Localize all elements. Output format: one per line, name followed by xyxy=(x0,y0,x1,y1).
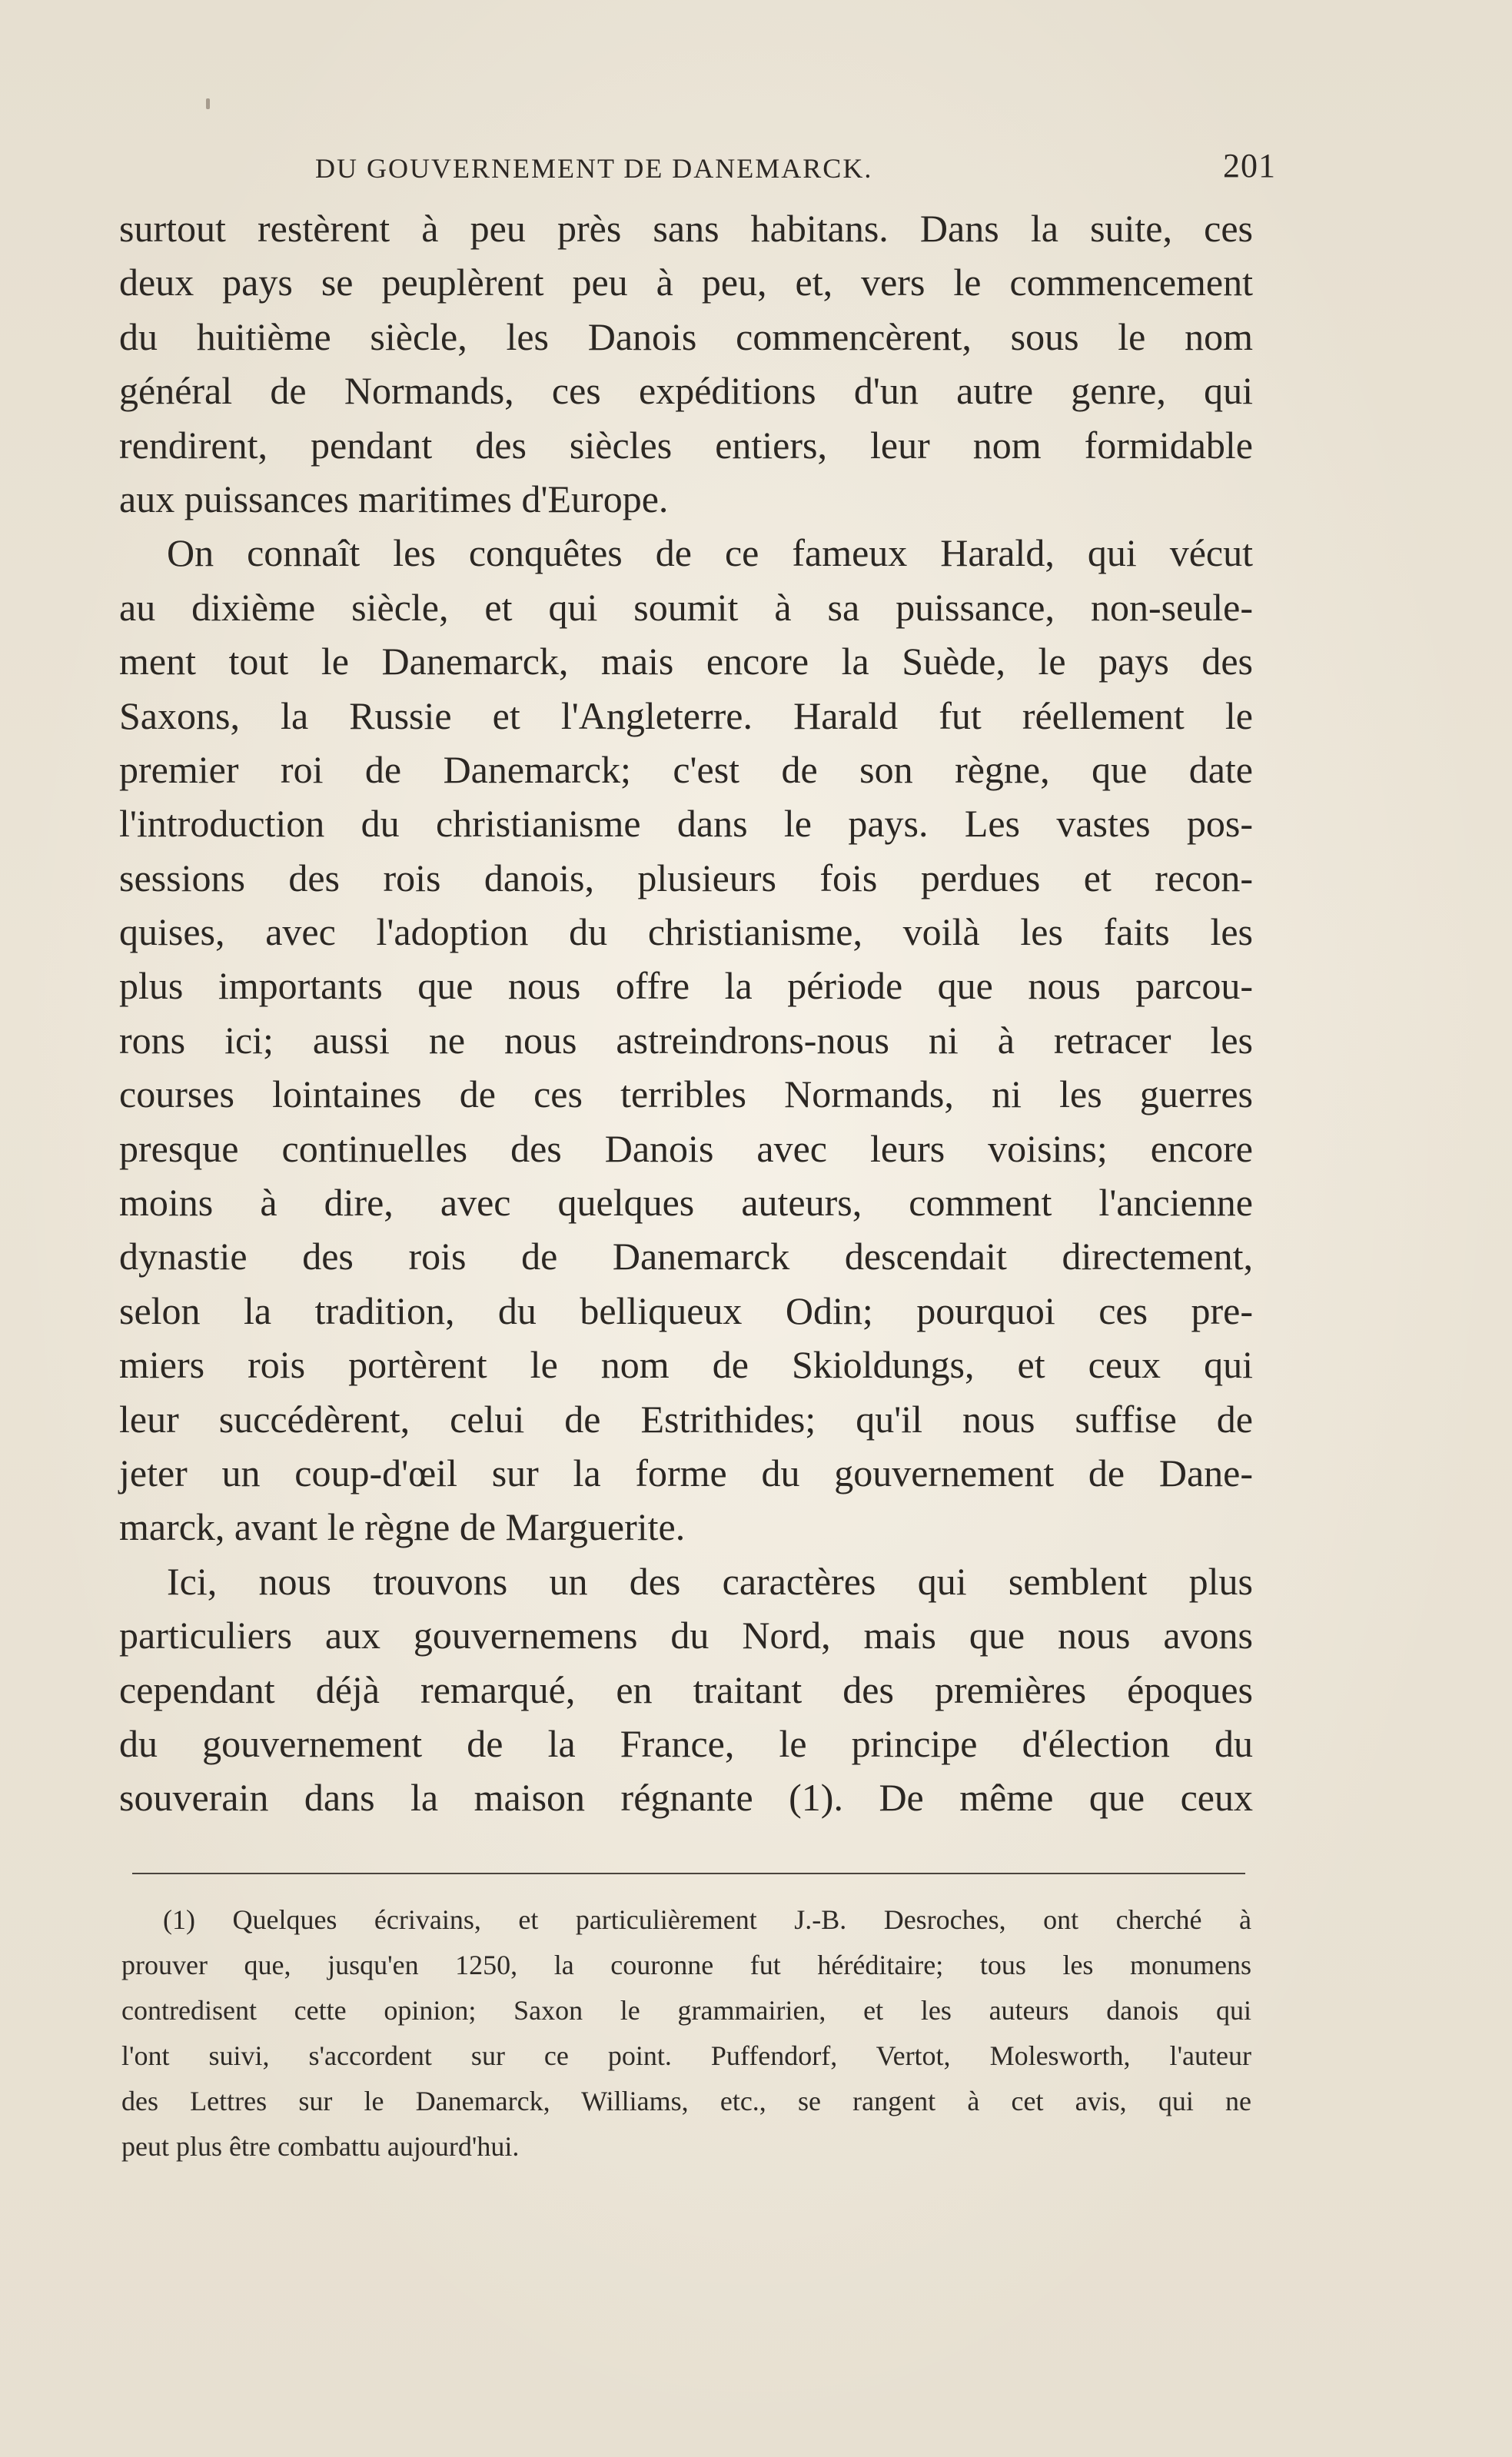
body-line: selon la tradition, du belliqueux Odin; pourquoi ces pre- xyxy=(119,1288,1253,1332)
body-line: moins à dire, avec quelques auteurs, comment l'ancienne xyxy=(119,1181,1253,1225)
body-line: quises, avec l'adoption du christianisme, voilà les faits les xyxy=(119,910,1253,954)
body-line: presque continuelles des Danois avec leurs voisins; encore xyxy=(119,1126,1253,1170)
footnote-divider xyxy=(132,1873,1245,1874)
body-line: marck, avant le règne de Marguerite. xyxy=(119,1505,686,1549)
body-line: leur succédèrent, celui de Estrithides; qu'il nous suffise de xyxy=(119,1397,1253,1441)
footnote-line: prouver que, jusqu'en 1250, la couronne fut héréditaire; tous les monumens xyxy=(121,1950,1251,1980)
body-line: deux pays se peuplèrent peu à peu, et, vers le commencement xyxy=(119,261,1253,304)
body-line: général de Normands, ces expéditions d'un autre genre, qui xyxy=(119,369,1253,413)
footnote-line: (1) Quelques écrivains, et particulièrement J.-B. Desroches, ont cherché à xyxy=(163,1904,1251,1935)
body-line: surtout restèrent à peu près sans habitans. Dans la suite, ces xyxy=(119,207,1253,250)
body-text xyxy=(119,201,1253,1825)
body-line: plus importants que nous offre la période que nous parcou- xyxy=(119,964,1253,1008)
body-line: l'introduction du christianisme dans le pays. Les vastes pos- xyxy=(119,802,1253,846)
body-line: miers rois portèrent le nom de Skioldungs, et ceux qui xyxy=(119,1343,1253,1387)
body-line: rendirent, pendant des siècles entiers, leur nom formidable xyxy=(119,423,1253,467)
body-line: aux puissances maritimes d'Europe. xyxy=(119,477,669,520)
body-line: souverain dans la maison régnante (1). De même que ceux xyxy=(119,1776,1253,1820)
body-line: jeter un coup-d'œil sur la forme du gouvernement de Dane- xyxy=(119,1451,1253,1494)
footnote-line: contredisent cette opinion; Saxon le grammairien, et les auteurs danois qui xyxy=(121,1995,1251,2026)
body-line: premier roi de Danemarck; c'est de son règne, que date xyxy=(119,747,1253,791)
body-line: On connaît les conquêtes de ce fameux Harald, qui vécut xyxy=(167,531,1253,575)
page-header xyxy=(315,146,1276,192)
body-line: particuliers aux gouvernemens du Nord, mais que nous avons xyxy=(119,1614,1253,1657)
footnote xyxy=(121,1897,1251,2169)
footnote-line: peut plus être combattu aujourd'hui. xyxy=(121,2131,520,2162)
body-line: courses lointaines de ces terribles Normands, ni les guerres xyxy=(119,1072,1253,1116)
body-line: au dixième siècle, et qui soumit à sa puissance, non-seule- xyxy=(119,585,1253,629)
ink-speck xyxy=(206,98,210,109)
body-line: sessions des rois danois, plusieurs fois perdues et recon- xyxy=(119,856,1253,899)
body-line: ment tout le Danemarck, mais encore la Suède, le pays des xyxy=(119,640,1253,683)
body-line: dynastie des rois de Danemarck descendait directement, xyxy=(119,1235,1253,1278)
body-line: Saxons, la Russie et l'Angleterre. Harald fut réellement le xyxy=(119,693,1253,737)
body-line: rons ici; aussi ne nous astreindrons-nous ni à retracer les xyxy=(119,1018,1253,1062)
running-head: DU GOUVERNEMENT DE DANEMARCK. xyxy=(315,153,873,184)
body-line: cependant déjà remarqué, en traitant des premières époques xyxy=(119,1667,1253,1711)
body-line: Ici, nous trouvons un des caractères qui semblent plus xyxy=(167,1559,1253,1603)
footnote-line: l'ont suivi, s'accordent sur ce point. Puffendorf, Vertot, Molesworth, l'auteur xyxy=(121,2040,1251,2071)
page-number: 201 xyxy=(1223,147,1276,185)
footnote-line: des Lettres sur le Danemarck, Williams, etc., se rangent à cet avis, qui ne xyxy=(121,2086,1251,2116)
body-line: du huitième siècle, les Danois commencèrent, sous le nom xyxy=(119,314,1253,358)
body-line: du gouvernement de la France, le principe d'élection du xyxy=(119,1721,1253,1765)
